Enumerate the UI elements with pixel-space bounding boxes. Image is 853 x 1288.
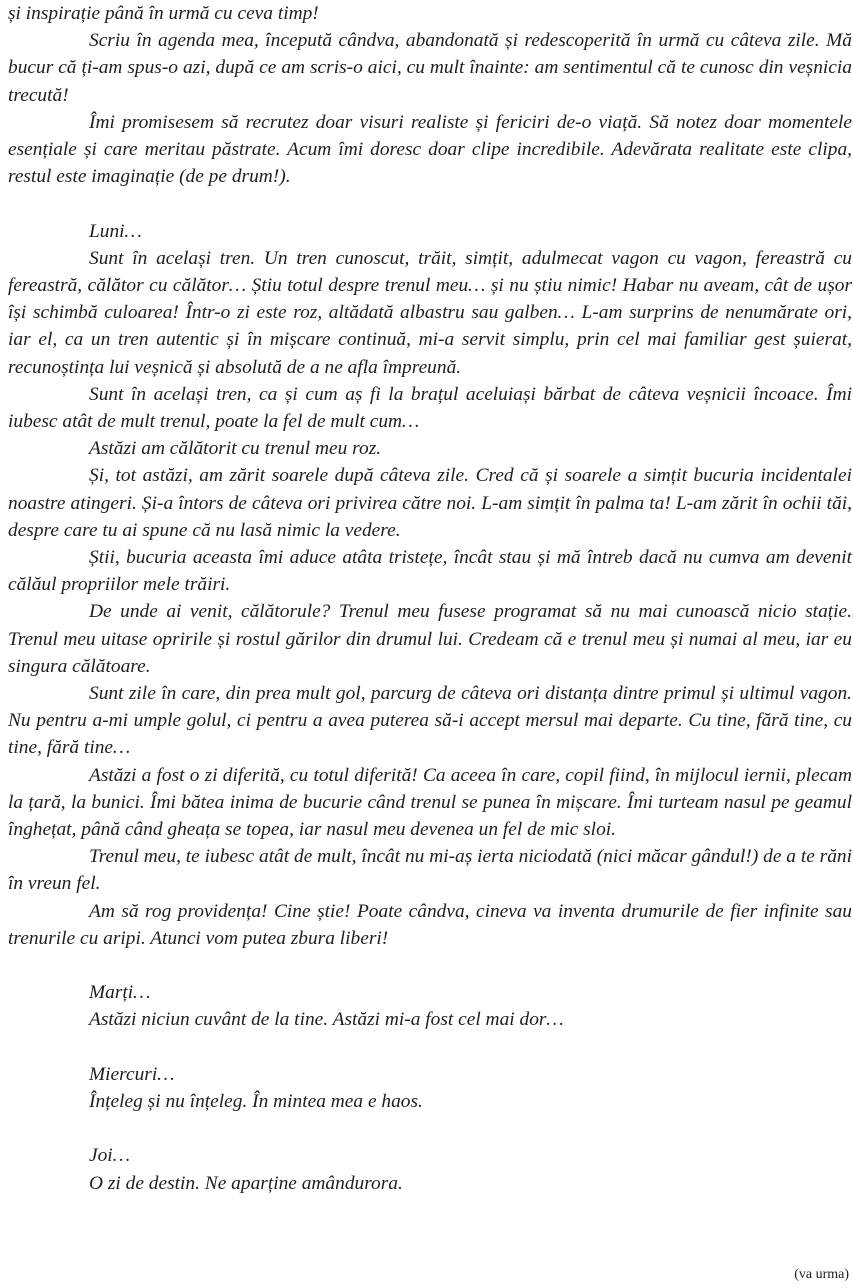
body-text [8,0,852,1197]
paragraph: Sunt zile în care, din prea mult gol, parcurg de câteva ori distanța dintre primul și ultimul vagon. Nu pentru a-mi umple golul, ci pentru a avea puterea să-i accept mersul mai departe. Cu tine, fără tine, cu tine, fără tine… [8,683,852,759]
paragraph: Astăzi a fost o zi diferită, cu totul diferită! Ca aceea în care, copil fiind, în mijlocul iernii, plecam la țară, la bunici. Îmi bătea inima de bucurie când trenul se punea în mișcare. Îmi turteam nasul pe geamul înghețat, până când gheața se topea, iar nasul meu devenea un fel de mic sloi. [8,764,852,841]
paragraph: Înțeleg și nu înțeleg. În mintea mea e haos. [89,1091,423,1113]
paragraph: Știi, bucuria aceasta îmi aduce atâta tristețe, încât stau și mă întreb dacă nu cumva am devenit călăul propriilor mele trăiri. [8,547,852,596]
paragraph: Astăzi am călătorit cu trenul meu roz. [89,438,382,460]
paragraph: Sunt în același tren. Un tren cunoscut, trăit, simțit, adulmecat vagon cu vagon, fereastră cu fereastră, călător cu călător… Știu totul despre trenul meu… și nu știu nimic! Habar nu aveam, cât de ușor își schimbă culoarea! Într-o zi este roz, altădată albastru sau galben… L-am surprins de nenumărate ori, iar el, ca un tren autentic și în mișcare continuă, mi-a servit simplu, prin cel mai familiar gest șuierat, recunoștința lui veșnică și absolută de a ne afla împreună. [8,247,852,378]
paragraph: Scriu în agenda mea, începută cândva, abandonată și redescoperită în urmă cu câteva zile. Mă bucur că ți-am spus-o azi, după ce am scris-o aici, cu mult înainte: am sentimentul că te cunosc din veșnicia trecută! [8,30,852,106]
paragraph: Sunt în același tren, ca și cum aș fi la brațul aceluiași bărbat de câteva veșnicii încoace. Îmi iubesc atât de mult trenul, poate la fel de mult cum… [8,383,852,433]
blank-line [8,1115,852,1142]
blank-line [8,190,852,217]
paragraph: și inspirație până în urmă cu ceva timp! [8,3,319,24]
paragraph: Și, tot astăzi, am zărit soarele după câteva zile. Cred că și soarele a simțit bucuria incidentalei noastre atingeri. Și-a întors de câteva ori privirea către noi. L-am simțit în palma ta! L-am zărit în ochii tăi, despre care tu ai spune că nu lasă nimic la vedere. [8,465,852,541]
paragraph: O zi de destin. Ne aparține amândurora. [89,1172,403,1194]
paragraph: Astăzi niciun cuvânt de la tine. Astăzi mi-a fost cel mai dor… [89,1009,564,1031]
blank-line [8,952,852,979]
blank-line [8,1034,852,1061]
continuation-note: (va urma) [794,1267,849,1282]
day-heading-thursday: Joi… [89,1145,130,1167]
paragraph: Trenul meu, te iubesc atât de mult, încât nu mi-aș ierta niciodată (nici măcar gândul!) de a te răni în vreun fel. [8,846,852,895]
paragraph: Am să rog providența! Cine știe! Poate cândva, cineva va inventa drumurile de fier infinite sau trenurile cu aripi. Atunci vom putea zbura liberi! [8,900,852,949]
day-heading-monday: Luni… [89,220,142,242]
day-heading-wednesday: Miercuri… [89,1063,175,1085]
day-heading-tuesday: Marți… [89,982,151,1004]
paragraph: De unde ai venit, călătorule? Trenul meu fusese programat să nu mai cunoască nicio stație. Trenul meu uitase opririle și rostul gărilor din drumul lui. Credeam că e trenul meu și numai al meu, iar eu singura călătoare. [8,601,852,677]
paragraph: Îmi promisesem să recrutez doar visuri realiste și fericiri de-o viață. Să notez doar momentele esențiale și care meritau păstrate. Acum îmi doresc doar clipe incredibile. Adevărata realitate este clipa, restul este imaginație (de pe drum!). [8,111,852,188]
